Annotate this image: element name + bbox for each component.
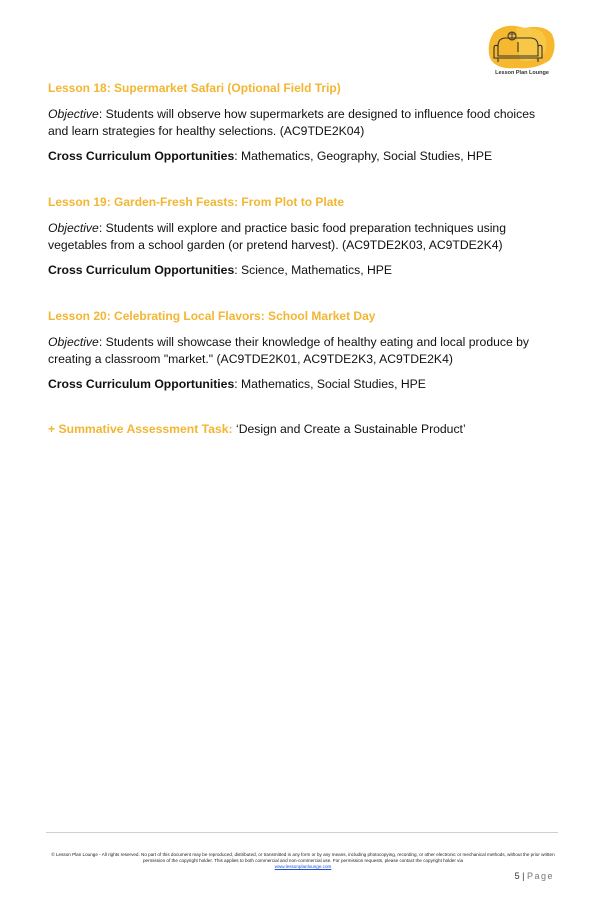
lesson-18	[48, 79, 548, 164]
website-link[interactable]: www.lessonplanlounge.com	[274, 864, 332, 869]
lesson-content	[48, 79, 548, 449]
cross-curriculum-label: Cross Curriculum Opportunities	[48, 149, 235, 163]
page-number-value: 5	[514, 871, 520, 881]
summative-label: + Summative Assessment Task:	[48, 422, 233, 436]
cross-curriculum-label: Cross Curriculum Opportunities	[48, 377, 235, 391]
lesson-19	[48, 193, 548, 278]
cross-curriculum-text: : Mathematics, Geography, Social Studies, HPE	[234, 149, 493, 163]
copyright-footer	[48, 852, 558, 870]
lesson-20	[48, 307, 548, 392]
summative-text: ‘Design and Create a Sustainable Product’	[232, 422, 466, 436]
cross-curriculum	[48, 376, 548, 392]
lesson-title: Lesson 19: Garden-Fresh Feasts: From Plot to Plate	[48, 195, 345, 209]
logo-text: Lesson Plan Lounge	[495, 70, 549, 76]
page-word: Page	[526, 871, 554, 881]
objective-text: : Students will observe how supermarkets are designed to influence food choices and learn strategies for healthy selections. (AC9TDE2K04)	[48, 107, 536, 138]
lesson-objective	[48, 106, 548, 139]
objective-text: : Students will showcase their knowledge of healthy eating and local produce by creating a classroom "market." (AC9TDE2K01, AC9TDE2K3, AC9TDE2K4)	[48, 335, 530, 366]
cross-curriculum	[48, 148, 548, 164]
objective-text: : Students will explore and practice basic food preparation techniques using vegetables from a school garden (or pretend harvest). (AC9TDE2K03, AC9TDE2K4)	[48, 221, 506, 252]
cross-curriculum-text: : Science, Mathematics, HPE	[234, 263, 393, 277]
cross-curriculum	[48, 262, 548, 278]
lesson-title: Lesson 18: Supermarket Safari (Optional Field Trip)	[48, 81, 341, 95]
copyright-notice: © Lesson Plan Lounge - All rights reserved. No part of this document may be reproduced, distributed, or transmitted in any form or by any means, including photocopying, recording, or other electronic or mechanical methods, without the prior written permission of the copyright holder. This applies to both commercial and non-commercial use. For permission requests, please contact the copyright holder via	[51, 852, 555, 863]
footer-divider	[46, 832, 558, 833]
page-separator: |	[519, 871, 527, 881]
summative-assessment	[48, 421, 548, 437]
page-number	[515, 871, 554, 881]
sofa-logo-icon	[486, 24, 558, 74]
objective-label: Objective	[48, 107, 99, 121]
lesson-objective	[48, 220, 548, 253]
lesson-plan-lounge-logo	[486, 24, 558, 80]
cross-curriculum-text: : Mathematics, Social Studies, HPE	[234, 377, 426, 391]
lesson-objective	[48, 334, 548, 367]
objective-label: Objective	[48, 221, 99, 235]
lesson-title: Lesson 20: Celebrating Local Flavors: School Market Day	[48, 309, 376, 323]
cross-curriculum-label: Cross Curriculum Opportunities	[48, 263, 235, 277]
objective-label: Objective	[48, 335, 99, 349]
